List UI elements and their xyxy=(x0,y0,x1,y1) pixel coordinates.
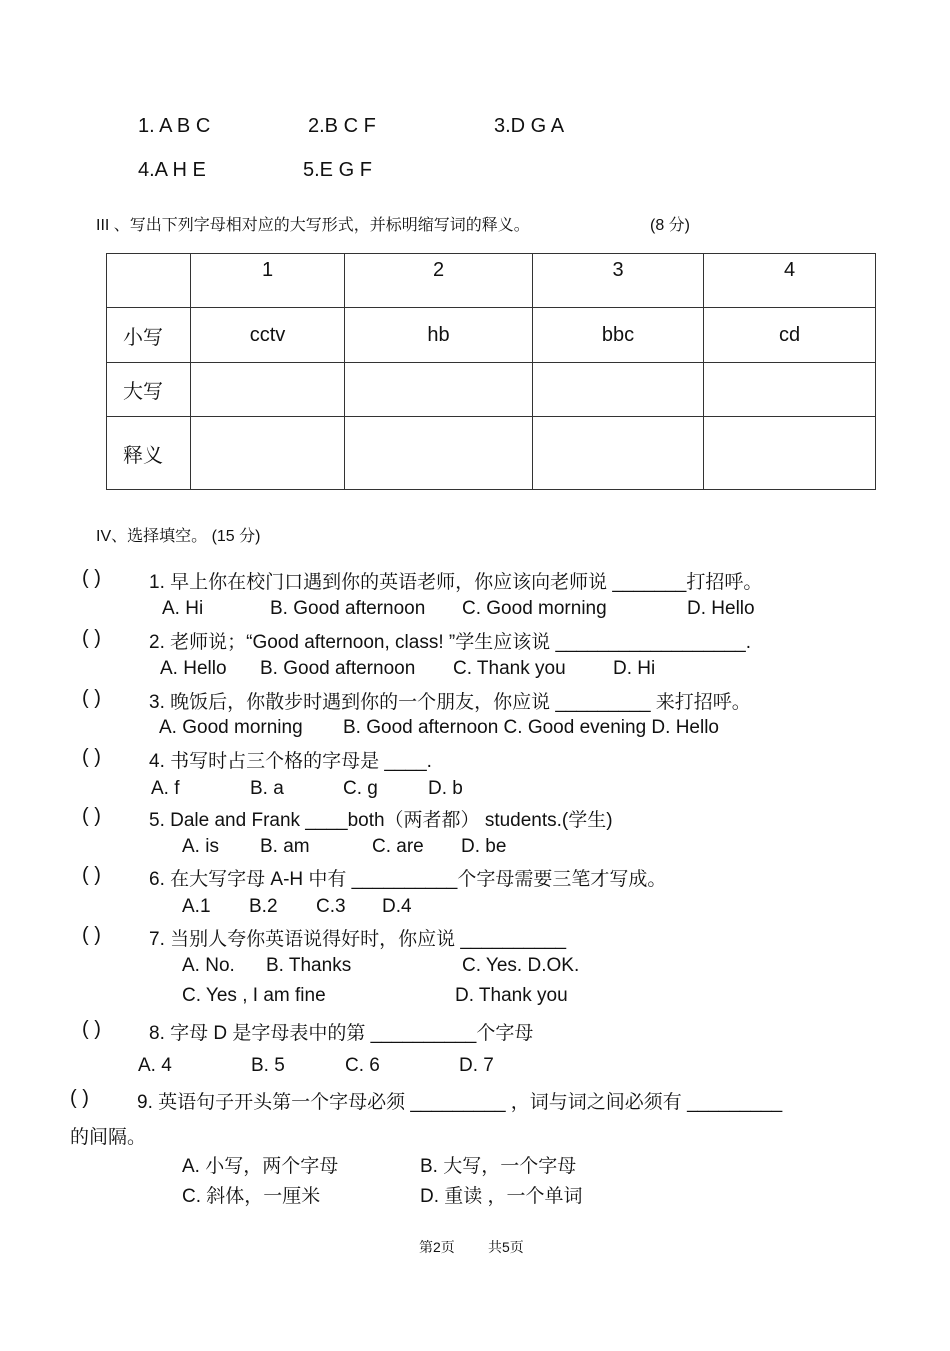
answer-cell[interactable] xyxy=(704,363,876,417)
option: A. Hello xyxy=(160,658,227,679)
answer-paren[interactable]: ( ) xyxy=(82,805,101,827)
answer-paren[interactable]: ( ) xyxy=(82,567,101,589)
table-row-lowercase xyxy=(107,308,876,363)
question-text: 2. 老师说；“Good afternoon, class! ”学生应该说 __________________. xyxy=(149,632,751,653)
option: B. Thanks xyxy=(266,955,352,976)
table-header-row xyxy=(107,254,876,308)
table-row-meaning xyxy=(107,417,876,490)
answer-paren[interactable]: ( ) xyxy=(82,627,101,649)
table-column-header: 1 xyxy=(191,254,345,308)
option: C. Yes , I am fine xyxy=(182,985,326,1006)
option: B. 5 xyxy=(251,1055,285,1076)
question-text: 8. 字母 D 是字母表中的第 __________个字母 xyxy=(149,1023,534,1044)
option: B. am xyxy=(260,836,310,857)
question-text: 9. 英语句子开头第一个字母必须 _________ ，词与词之间必须有 _________ xyxy=(137,1092,783,1113)
capital-letters-table xyxy=(106,253,876,490)
answer-cell[interactable] xyxy=(191,417,345,490)
question-text: 4. 书写时占三个格的字母是 ____. xyxy=(149,751,432,772)
option: A. 小写，两个字母 xyxy=(182,1156,339,1177)
option: B.2 xyxy=(249,896,278,917)
row-label-lowercase: 小写 xyxy=(107,308,191,363)
option: D. 7 xyxy=(459,1055,494,1076)
option: C.3 xyxy=(316,896,346,917)
page-total: 共5页 xyxy=(488,1239,524,1255)
question-text: 7. 当别人夸你英语说得好时，你应说 __________ xyxy=(149,929,567,950)
answer-paren[interactable]: ( ) xyxy=(82,1018,101,1040)
option: C. Yes. D.OK. xyxy=(462,955,580,976)
option: D. Hi xyxy=(613,658,656,679)
answer-group-3: 3.D G A xyxy=(494,115,565,137)
answer-cell[interactable] xyxy=(533,417,704,490)
answer-cell[interactable] xyxy=(533,363,704,417)
answer-group-4: 4.A H E xyxy=(138,159,206,181)
page-number: 第2页 xyxy=(419,1239,455,1255)
answer-paren[interactable]: ( ) xyxy=(82,924,101,946)
option: D. Thank you xyxy=(455,985,568,1006)
question-text-continuation: 的间隔。 xyxy=(70,1127,147,1148)
answer-paren[interactable]: ( ) xyxy=(82,864,101,886)
option: A. f xyxy=(151,778,180,799)
question-text: 6. 在大写字母 A-H 中有 __________个字母需要三笔才写成。 xyxy=(149,869,667,890)
question-text: 1. 早上你在校门口遇到你的英语老师，你应该向老师说 _______打招呼。 xyxy=(149,572,763,593)
option: D. be xyxy=(461,836,507,857)
option: C. 6 xyxy=(345,1055,380,1076)
option: C. are xyxy=(372,836,424,857)
table-corner-cell xyxy=(107,254,191,308)
option: B. Good afternoon C. Good evening D. Hello xyxy=(343,717,720,738)
answer-cell[interactable] xyxy=(345,417,533,490)
option: A. is xyxy=(182,836,219,857)
table-cell: bbc xyxy=(533,308,704,363)
table-cell: cd xyxy=(704,308,876,363)
answer-cell[interactable] xyxy=(704,417,876,490)
option: D. b xyxy=(428,778,463,799)
question-text: 5. Dale and Frank ____both（两者都） students.(学生) xyxy=(149,810,613,831)
option: A. No. xyxy=(182,955,235,976)
answer-cell[interactable] xyxy=(191,363,345,417)
option: D. 重读 ，一个单词 xyxy=(420,1186,583,1207)
option: A.1 xyxy=(182,896,211,917)
answer-group-5: 5.E G F xyxy=(303,159,372,181)
table-cell: hb xyxy=(345,308,533,363)
answer-paren[interactable]: ( ) xyxy=(70,1087,89,1109)
table-cell: cctv xyxy=(191,308,345,363)
section-4-title: IV、选择填空。 (15 分) xyxy=(96,528,261,545)
table-column-header: 3 xyxy=(533,254,704,308)
section-3-title: III 、写出下列字母相对应的大写形式，并标明缩写词的释义。 xyxy=(96,217,530,234)
option: B. a xyxy=(250,778,284,799)
option: B. 大写，一个字母 xyxy=(420,1156,577,1177)
option: D.4 xyxy=(382,896,412,917)
answer-group-2: 2.B C F xyxy=(308,115,376,137)
option: A. Good morning xyxy=(159,717,303,738)
option: B. Good afternoon xyxy=(260,658,416,679)
table-column-header: 4 xyxy=(704,254,876,308)
table-row-uppercase xyxy=(107,363,876,417)
option: D. Hello xyxy=(687,598,755,619)
option: B. Good afternoon xyxy=(270,598,426,619)
row-label-meaning: 释义 xyxy=(107,417,191,490)
option: C. Thank you xyxy=(453,658,566,679)
answer-paren[interactable]: ( ) xyxy=(82,746,101,768)
answer-cell[interactable] xyxy=(345,363,533,417)
section-3-score: (8 分) xyxy=(650,217,691,234)
table-column-header: 2 xyxy=(345,254,533,308)
question-text: 3. 晚饭后，你散步时遇到你的一个朋友，你应说 _________ 来打招呼。 xyxy=(149,692,751,713)
option: C. Good morning xyxy=(462,598,607,619)
option: A. Hi xyxy=(162,598,204,619)
answer-group-1: 1. A B C xyxy=(138,115,211,137)
row-label-uppercase: 大写 xyxy=(107,363,191,417)
option: C. 斜体，一厘米 xyxy=(182,1186,321,1207)
option: A. 4 xyxy=(138,1055,172,1076)
option: C. g xyxy=(343,778,378,799)
answer-paren[interactable]: ( ) xyxy=(82,687,101,709)
